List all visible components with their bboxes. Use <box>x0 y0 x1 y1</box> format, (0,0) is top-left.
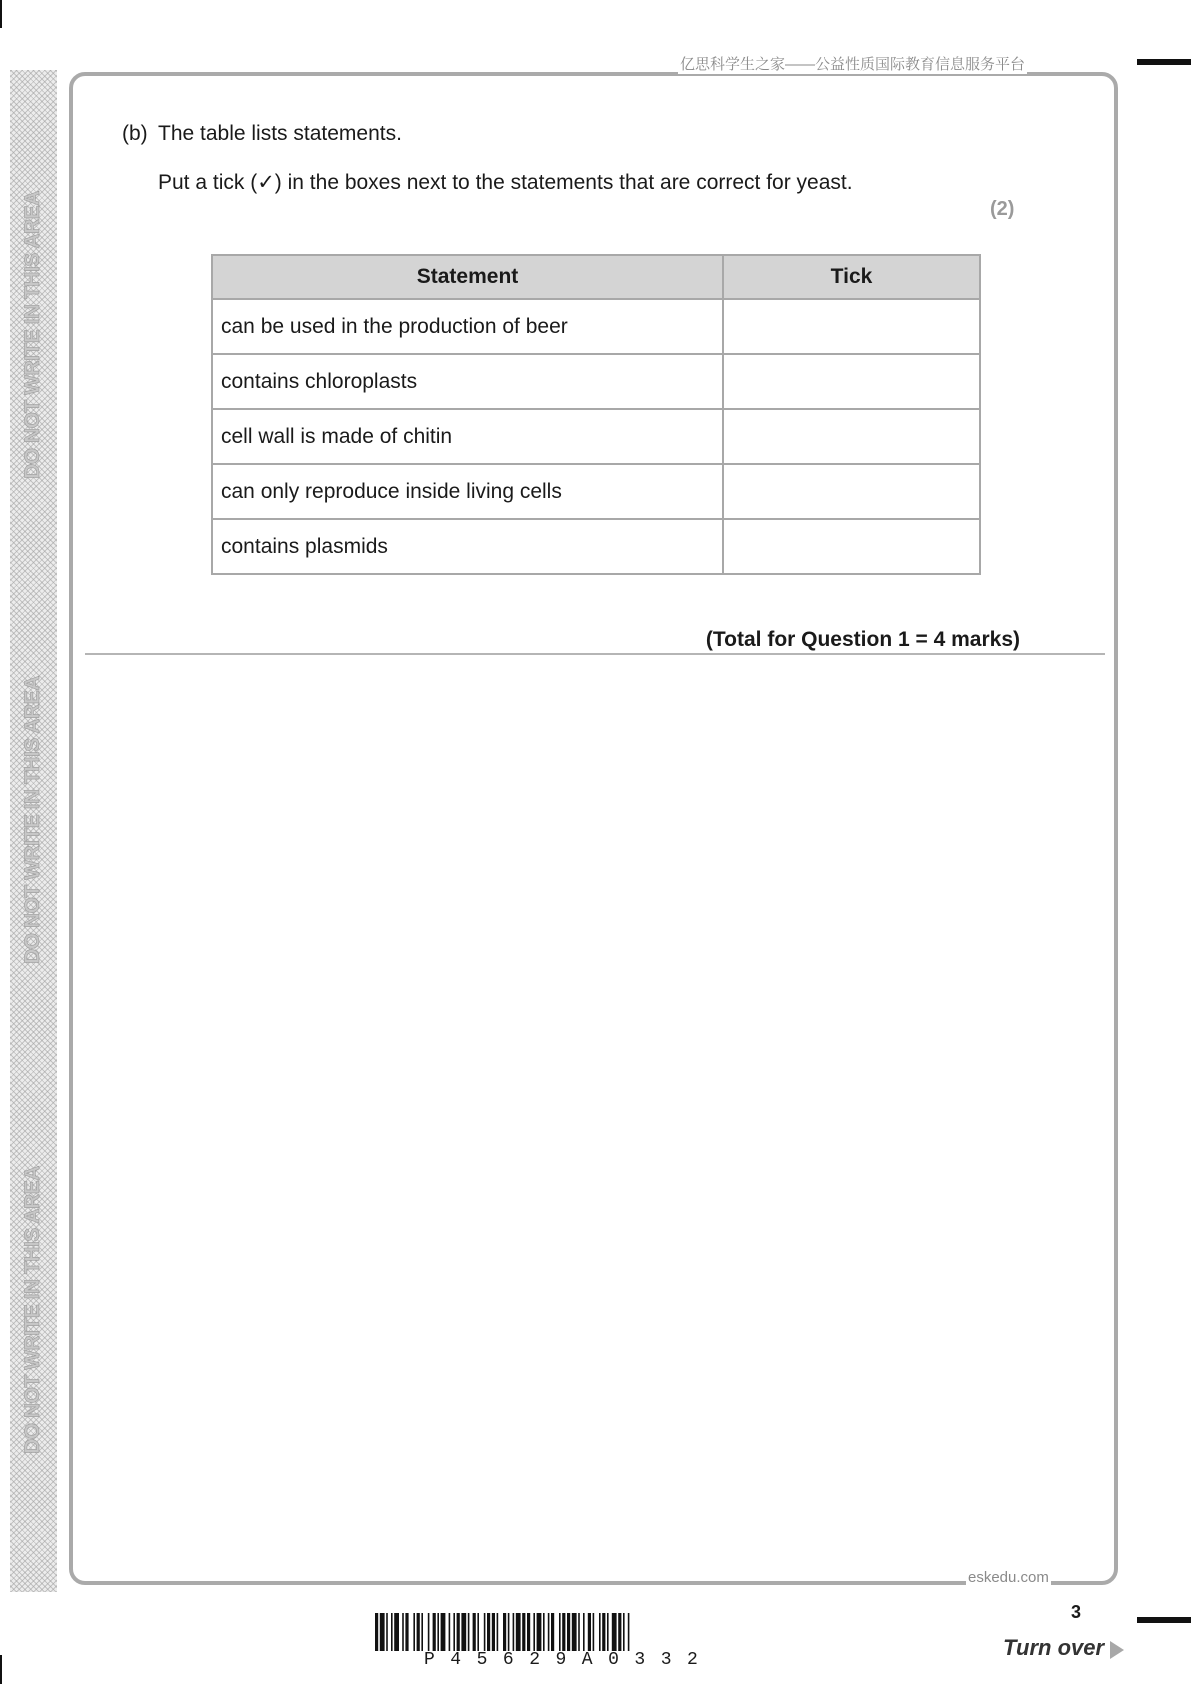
statement-cell: contains plasmids <box>212 519 723 574</box>
barcode-bar <box>441 1613 446 1651</box>
barcode-bar <box>421 1613 423 1651</box>
statement-cell: can only reproduce inside living cells <box>212 464 723 519</box>
registration-mark <box>1137 1617 1191 1623</box>
table-row <box>212 519 980 574</box>
barcode-bar <box>405 1613 408 1651</box>
barcode-bar <box>386 1613 388 1651</box>
table-row <box>212 464 980 519</box>
barcode-bar <box>628 1613 630 1651</box>
crop-mark <box>0 0 2 28</box>
barcode-bar <box>572 1613 577 1651</box>
barcode-bar <box>497 1613 499 1651</box>
header-watermark: 亿思科学生之家——公益性质国际教育信息服务平台 <box>678 53 1027 74</box>
question-label: (b) <box>122 122 148 145</box>
column-header-tick: Tick <box>723 255 980 299</box>
statement-cell: contains chloroplasts <box>212 354 723 409</box>
barcode-bar <box>461 1613 466 1651</box>
barcode-bar <box>522 1613 525 1651</box>
barcode-bar <box>527 1613 530 1651</box>
barcode-bar <box>402 1613 404 1651</box>
barcode-bar <box>593 1613 595 1651</box>
barcode-bar <box>473 1613 476 1651</box>
footer-watermark: eskedu.com <box>968 1569 1049 1586</box>
registration-mark <box>1137 59 1191 65</box>
statements-table <box>211 254 981 575</box>
barcode-bar <box>484 1613 486 1651</box>
barcode-bar <box>417 1613 420 1651</box>
barcode-bar <box>380 1613 385 1651</box>
barcode-bar <box>468 1613 470 1651</box>
barcode-bar <box>508 1613 510 1651</box>
tick-box[interactable] <box>723 519 980 574</box>
table-header-row <box>212 255 980 299</box>
crop-mark <box>0 1655 2 1684</box>
barcode-bar <box>623 1613 625 1651</box>
barcode-bar <box>375 1613 378 1651</box>
barcode-bar <box>533 1613 535 1651</box>
barcode-bar <box>618 1613 621 1651</box>
page-number: 3 <box>1071 1602 1082 1622</box>
barcode-bar <box>537 1613 542 1651</box>
barcode-bar <box>516 1613 521 1651</box>
barcode-bar <box>457 1613 460 1651</box>
barcode <box>375 1613 813 1651</box>
barcode-bar <box>543 1613 545 1651</box>
barcode-bar <box>607 1613 609 1651</box>
table-row <box>212 409 980 464</box>
barcode-number: P45629A0332 <box>424 1650 714 1670</box>
marks-available: (2) <box>990 198 1015 220</box>
barcode-bar <box>567 1613 570 1651</box>
barcode-bar <box>413 1613 415 1651</box>
barcode-bar <box>433 1613 436 1651</box>
barcode-bar <box>437 1613 439 1651</box>
barcode-bar <box>578 1613 580 1651</box>
barcode-bar <box>394 1613 399 1651</box>
barcode-bar <box>583 1613 585 1651</box>
divider <box>85 653 1105 655</box>
barcode-bar <box>391 1613 393 1651</box>
tick-box[interactable] <box>723 409 980 464</box>
tick-box[interactable] <box>723 299 980 354</box>
question-instruction: Put a tick (✓) in the boxes next to the statements that are correct for yeast. <box>158 171 853 194</box>
tick-box[interactable] <box>723 354 980 409</box>
barcode-bar <box>503 1613 506 1651</box>
question-text: The table lists statements. <box>158 122 402 145</box>
statement-cell: can be used in the production of beer <box>212 299 723 354</box>
table-row <box>212 299 980 354</box>
statement-cell: cell wall is made of chitin <box>212 409 723 464</box>
barcode-bar <box>612 1613 617 1651</box>
barcode-bar <box>588 1613 591 1651</box>
barcode-bar <box>513 1613 515 1651</box>
column-header-statement: Statement <box>212 255 723 299</box>
barcode-bar <box>562 1613 565 1651</box>
barcode-bar <box>453 1613 455 1651</box>
barcode-bar <box>551 1613 554 1651</box>
barcode-bar <box>599 1613 601 1651</box>
barcode-bar <box>548 1613 550 1651</box>
table-row <box>212 354 980 409</box>
barcode-bar <box>477 1613 479 1651</box>
turn-over-text: Turn over <box>1003 1635 1105 1660</box>
barcode-bar <box>602 1613 605 1651</box>
barcode-bar <box>449 1613 451 1651</box>
question-total: (Total for Question 1 = 4 marks) <box>705 628 1020 651</box>
tick-box[interactable] <box>723 464 980 519</box>
turn-over-arrow-icon <box>1110 1641 1124 1659</box>
barcode-bar <box>428 1613 430 1651</box>
barcode-bar <box>559 1613 561 1651</box>
barcode-bar <box>492 1613 495 1651</box>
barcode-bar <box>487 1613 490 1651</box>
